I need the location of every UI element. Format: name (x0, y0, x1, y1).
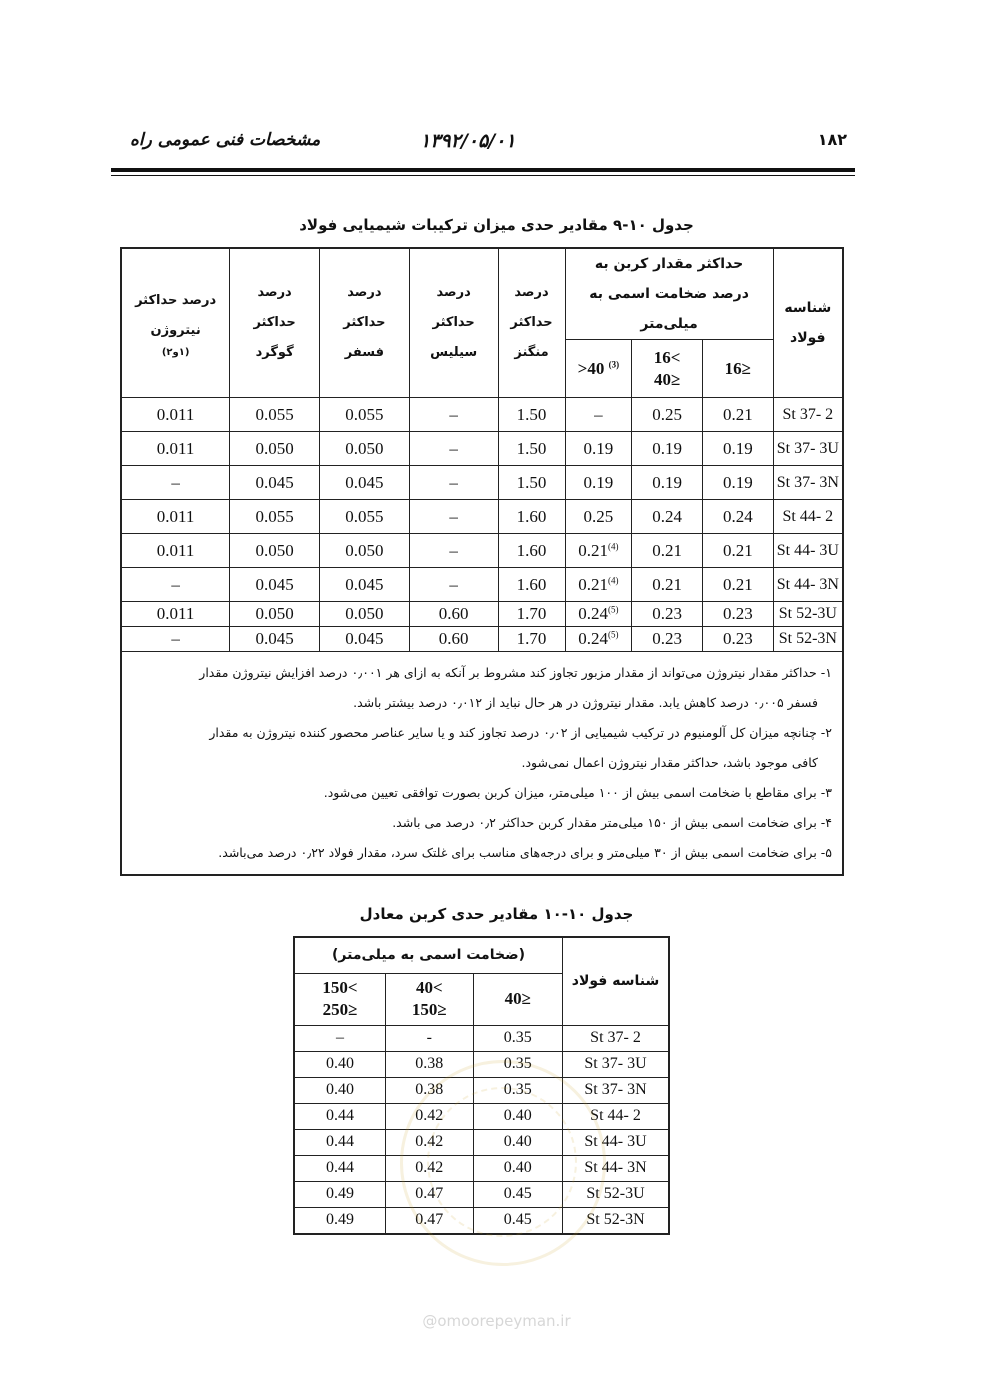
sulfur-cell: 0.050 (230, 602, 320, 627)
note-line: ۲- چنانچه میزان کل آلومنیوم در ترکیب شیمیایی از ۰٫۰۲ درصد تجاوز کند و یا سایر عناصر محصور کننده نیتروژن به مقدار (209, 725, 832, 740)
steel-id-cell: St 37- 3N (773, 466, 843, 500)
carbon-gt40-cell: 0.19 (565, 432, 632, 466)
thickness-40-150-cell: - (386, 1025, 474, 1051)
thickness-150-250-cell: 0.40 (294, 1051, 386, 1077)
table-row (121, 398, 843, 432)
note-line: ۳- برای مقاطع با ضخامت اسمی بیش از ۱۰۰ میلی‌متر، میزان کربن بصورت توافقی تعیین می‌شود. (323, 785, 832, 800)
table1-notes (121, 652, 843, 876)
header-steel-id: شناسه فولاد (563, 937, 669, 1025)
steel-id-cell: St 52-3N (563, 1207, 669, 1234)
header-carbon-16-40: >16 ≤40 (632, 340, 703, 398)
silicon-cell: 0.60 (409, 627, 498, 652)
thickness-40-150-cell: 0.42 (386, 1103, 474, 1129)
thickness-40-150-cell: 0.42 (386, 1155, 474, 1181)
phosphorus-cell: 0.045 (320, 568, 410, 602)
watermark-site: @omoorepeyman.ir (422, 1312, 571, 1330)
silicon-cell: – (409, 466, 498, 500)
thickness-150-250-cell: 0.49 (294, 1181, 386, 1207)
carbon-gt40-cell: 0.21$^{(4)}$ (565, 534, 632, 568)
thickness-le40-cell: 0.40 (473, 1155, 562, 1181)
thickness-le40-cell: 0.45 (473, 1181, 562, 1207)
carbon-le16-cell: 0.21 (702, 398, 773, 432)
silicon-cell: – (409, 432, 498, 466)
book-title: مشخصات فنی عمومی راه (130, 130, 321, 150)
carbon-gt40-cell: 0.19 (565, 466, 632, 500)
header-rule-thin (111, 175, 855, 176)
table-row (294, 1025, 669, 1051)
header-phosphorus: درصد حداکثر فسفر (320, 248, 410, 398)
nitrogen-cell: 0.011 (121, 500, 230, 534)
steel-id-cell: St 52-3U (773, 602, 843, 627)
table1-caption: جدول ۱۰-۹ مقادیر حدی میزان ترکیبات شیمیایی فولاد (299, 216, 694, 234)
nitrogen-cell: 0.011 (121, 602, 230, 627)
carbon-16-40-cell: 0.23 (632, 602, 703, 627)
steel-id-cell: St 44- 3U (773, 534, 843, 568)
thickness-40-150-cell: 0.42 (386, 1129, 474, 1155)
publisher-seal-watermark (400, 1060, 606, 1266)
manganese-cell: 1.70 (498, 602, 565, 627)
silicon-cell: – (409, 534, 498, 568)
carbon-16-40-cell: 0.23 (632, 627, 703, 652)
thickness-150-250-cell: 0.40 (294, 1077, 386, 1103)
thickness-150-250-cell: 0.44 (294, 1155, 386, 1181)
note-line: ۴- برای ضخامت اسمی بیش از ۱۵۰ میلی‌متر مقدار کربن حداکثر ۰٫۲ درصد می باشد. (392, 815, 832, 830)
header-thickness-group: (ضخامت اسمی به میلی‌متر) (294, 937, 563, 973)
page-number: ۱۸۲ (817, 130, 847, 149)
carbon-le16-cell: 0.24 (702, 500, 773, 534)
carbon-le16-cell: 0.19 (702, 466, 773, 500)
sulfur-cell: 0.050 (230, 432, 320, 466)
thickness-le40-cell: 0.35 (473, 1025, 562, 1051)
manganese-cell: 1.60 (498, 500, 565, 534)
thickness-le40-cell: 0.40 (473, 1129, 562, 1155)
header-thickness-40-150: >40 ≤150 (386, 973, 474, 1025)
silicon-cell: – (409, 568, 498, 602)
header-thickness-150-250: >150 ≤250 (294, 973, 386, 1025)
carbon-le16-cell: 0.19 (702, 432, 773, 466)
carbon-le16-cell: 0.21 (702, 568, 773, 602)
thickness-le40-cell: 0.35 (473, 1051, 562, 1077)
note-line: کافی موجود باشد، حداکثر مقدار نیتروژن اعمال نمی‌شود. (521, 755, 818, 770)
steel-id-cell: St 44- 2 (563, 1103, 669, 1129)
carbon-gt40-cell: 0.24$^{(5)}$ (565, 627, 632, 652)
thickness-le40-cell: 0.35 (473, 1077, 562, 1103)
thickness-150-250-cell: 0.44 (294, 1129, 386, 1155)
steel-id-cell: St 44- 3N (563, 1155, 669, 1181)
header-carbon-gt40: >40 $^{(3)}$ (565, 340, 632, 398)
steel-id-cell: St 37- 3U (563, 1051, 669, 1077)
steel-id-cell: St 37- 3N (563, 1077, 669, 1103)
table-row (121, 466, 843, 500)
table2-caption: جدول ۱۰-۱۰ مقادیر حدی کربن معادل (359, 905, 634, 923)
manganese-cell: 1.50 (498, 466, 565, 500)
sulfur-cell: 0.055 (230, 500, 320, 534)
header-manganese: درصد حداکثر منگنز (498, 248, 565, 398)
note-line: فسفر ۰٫۰۰۵ درصد کاهش یابد. مقدار نیتروژن در هر حال نباید از ۰٫۰۱۲ درصد بیشتر باشد. (353, 695, 818, 710)
silicon-cell: 0.60 (409, 602, 498, 627)
manganese-cell: 1.60 (498, 534, 565, 568)
carbon-16-40-cell: 0.21 (632, 568, 703, 602)
phosphorus-cell: 0.045 (320, 627, 410, 652)
phosphorus-cell: 0.055 (320, 398, 410, 432)
manganese-cell: 1.60 (498, 568, 565, 602)
table-row (121, 432, 843, 466)
carbon-gt40-cell: 0.25 (565, 500, 632, 534)
carbon-16-40-cell: 0.24 (632, 500, 703, 534)
phosphorus-cell: 0.050 (320, 432, 410, 466)
thickness-150-250-cell: 0.49 (294, 1207, 386, 1234)
carbon-le16-cell: 0.23 (702, 602, 773, 627)
nitrogen-cell: – (121, 627, 230, 652)
header-silicon: درصد حداکثر سیلیس (409, 248, 498, 398)
header-carbon-le16: ≤16 (702, 340, 773, 398)
table-row (121, 568, 843, 602)
steel-id-cell: St 37- 3U (773, 432, 843, 466)
carbon-16-40-cell: 0.25 (632, 398, 703, 432)
silicon-cell: – (409, 398, 498, 432)
table-row (121, 500, 843, 534)
sulfur-cell: 0.045 (230, 568, 320, 602)
thickness-150-250-cell: 0.44 (294, 1103, 386, 1129)
carbon-gt40-cell: 0.21$^{(4)}$ (565, 568, 632, 602)
sulfur-cell: 0.050 (230, 534, 320, 568)
steel-id-cell: St 44- 3U (563, 1129, 669, 1155)
carbon-gt40-cell: – (565, 398, 632, 432)
thickness-150-250-cell: – (294, 1025, 386, 1051)
sulfur-cell: 0.055 (230, 398, 320, 432)
steel-id-cell: St 37- 2 (563, 1025, 669, 1051)
header-date: ۱۳۹۲/۰۵/۰۱ (420, 130, 516, 152)
carbon-16-40-cell: 0.21 (632, 534, 703, 568)
header-nitrogen: درصد حداکثر نیتروژن (۱و۲) (121, 248, 230, 398)
chemical-composition-table (120, 247, 844, 876)
carbon-16-40-cell: 0.19 (632, 466, 703, 500)
header-sulfur: درصد حداکثر گوگرد (230, 248, 320, 398)
header-steel-id: شناسه فولاد (773, 248, 843, 398)
phosphorus-cell: 0.050 (320, 534, 410, 568)
nitrogen-cell: 0.011 (121, 398, 230, 432)
nitrogen-cell: – (121, 568, 230, 602)
nitrogen-cell: 0.011 (121, 534, 230, 568)
carbon-le16-cell: 0.23 (702, 627, 773, 652)
carbon-gt40-cell: 0.24$^{(5)}$ (565, 602, 632, 627)
table-row (121, 627, 843, 652)
nitrogen-cell: 0.011 (121, 432, 230, 466)
steel-id-cell: St 44- 3N (773, 568, 843, 602)
header-carbon-group: حداکثر مقدار کربن به درصد ضخامت اسمی به میلی‌متر (565, 248, 773, 340)
silicon-cell: – (409, 500, 498, 534)
phosphorus-cell: 0.045 (320, 466, 410, 500)
thickness-40-150-cell: 0.38 (386, 1051, 474, 1077)
carbon-le16-cell: 0.21 (702, 534, 773, 568)
steel-id-cell: St 52-3N (773, 627, 843, 652)
thickness-le40-cell: 0.45 (473, 1207, 562, 1234)
header-thickness-le40: ≤40 (473, 973, 562, 1025)
page-header (120, 122, 855, 162)
table-row (121, 602, 843, 627)
table-row (121, 534, 843, 568)
manganese-cell: 1.50 (498, 432, 565, 466)
nitrogen-cell: – (121, 466, 230, 500)
note-line: ۱- حداکثر مقدار نیتروژن می‌تواند از مقدار مزبور تجاوز کند مشروط بر آنکه به ازای هر ۰٫۰۰۱ درصد افزایش نیتروژن مقدار (199, 665, 832, 680)
sulfur-cell: 0.045 (230, 627, 320, 652)
thickness-40-150-cell: 0.47 (386, 1207, 474, 1234)
carbon-16-40-cell: 0.19 (632, 432, 703, 466)
sulfur-cell: 0.045 (230, 466, 320, 500)
manganese-cell: 1.50 (498, 398, 565, 432)
steel-id-cell: St 44- 2 (773, 500, 843, 534)
thickness-le40-cell: 0.40 (473, 1103, 562, 1129)
phosphorus-cell: 0.050 (320, 602, 410, 627)
manganese-cell: 1.70 (498, 627, 565, 652)
steel-id-cell: St 37- 2 (773, 398, 843, 432)
phosphorus-cell: 0.055 (320, 500, 410, 534)
thickness-40-150-cell: 0.47 (386, 1181, 474, 1207)
steel-id-cell: St 52-3U (563, 1181, 669, 1207)
note-line: ۵- برای ضخامت اسمی بیش از ۳۰ میلی‌متر و برای درجه‌های مناسب برای غلتک سرد، مقدار فولاد ۰٫۲۲ درصد می‌باشد. (218, 845, 832, 860)
header-rule-thick (111, 168, 855, 172)
thickness-40-150-cell: 0.38 (386, 1077, 474, 1103)
